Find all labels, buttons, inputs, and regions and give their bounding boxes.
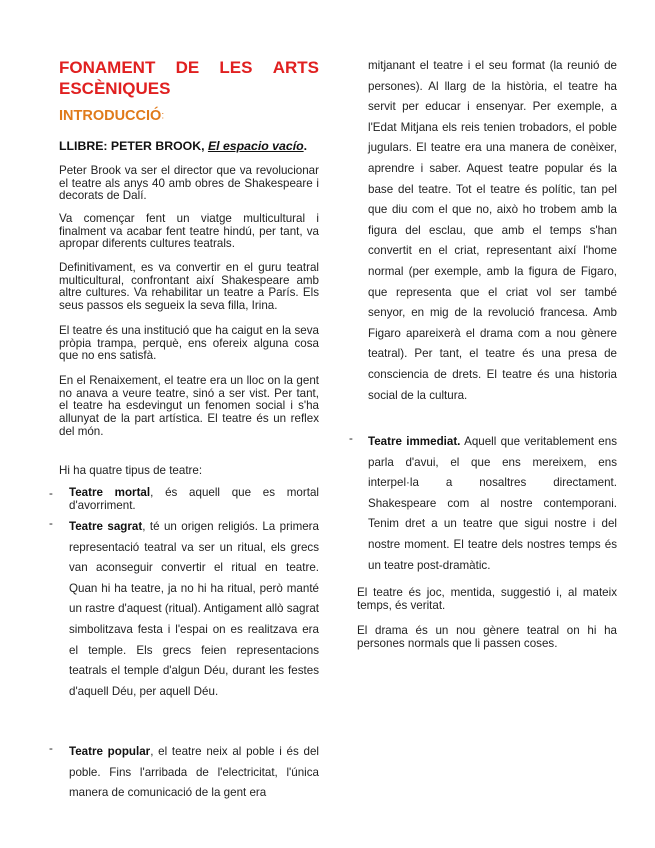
- list-item-text: Aquell que veritablement ens parla d'avui, el que ens mereixem, ens interpel·la a nosaltres directament. Shakespeare com al nostre contemporani. Tenim dret a un teatre que sigui nostre i del nostre moment. El teatre dels nostres temps és un teatre post-dramàtic.: [368, 435, 617, 572]
- list-item-text: , té un origen religiós. La primera representació teatral va ser un ritual, els grecs van aconseguir convertir el ritual en teatre. Quan hi ha teatre, ja no hi ha ritual, però manté un rastre d'aquest (ritual). Antigament allò sagrat simbolitzava festa i l'espai on es realitzava era el temple. Els grecs feien representacions teatrals el temple d'algun Déu, durant les festes d'aquell Déu, per aquell Déu.: [69, 520, 319, 698]
- paragraph-continuation: mitjanant el teatre i el seu format (la reunió de persones). Al llarg de la història, el teatre ha servit per educar i ensenyar. Per exemple, a l'Edat Mitjana els reis tenien trobadors, el poble jugulars. El teatre era una manera de conèixer, aprendre i saber. Aquest teatre popular és la base del teatre. Tot el teatre és polític, tan pel que diu com el que no, això ho trobem amb la figura del esclau, que amb el temps s'han convertit en el criat, representant així l'home normal (per exemple, amb la figura de Figaro, que representa que el criat vol ser també senyor, en mig de la revolució francesa. Amb Figaro apareixerà el drama com a nou gènere teatral). Per tant, el teatre és una presa de consciencia de drets. El teatre és una historia social de la cultura.: [368, 59, 617, 402]
- title-word: ARTS: [272, 58, 319, 77]
- paragraph: En el Renaixement, el teatre era un lloc on la gent no anava a veure teatre, sinó a ser vist. Per tant, el teatre ha esdevingut un fenomen social i s'ha allunyat de la part artística. El teatre és un reflex del món.: [59, 374, 319, 438]
- list-item-text: , el teatre neix al poble i és del poble. Fins l'arribada de l'electricitat, l'única manera de comunicació de la gent era: [69, 745, 319, 800]
- page-title: [59, 57, 319, 99]
- list-item-text: , és aquell que es mortal d'avorriment.: [69, 486, 319, 512]
- title-word: LES: [219, 58, 253, 77]
- book-prefix: LLIBRE: PETER BROOK,: [59, 139, 208, 153]
- list-dash: -: [49, 487, 53, 500]
- paragraph: Definitivament, es va convertir en el guru teatral multicultural, confrontant així Shakespeare amb altre cultures. Va rehabilitar un teatre a París. Els seus passos els segueix la seva filla, Irina.: [59, 261, 319, 313]
- book-reference: [59, 139, 329, 153]
- section-heading-colon: :: [161, 110, 165, 122]
- title-word: FONAMENT: [59, 58, 156, 77]
- list-item-term: Teatre mortal: [69, 486, 151, 499]
- book-suffix: .: [303, 139, 308, 153]
- list-item-term: Teatre immediat.: [368, 435, 461, 448]
- paragraph: Va començar fent un viatge multicultural i finalment va acabar fent teatre hindú, per tant, va apropar diferents cultures teatrals.: [59, 212, 319, 251]
- list-item-term: Teatre sagrat: [69, 520, 143, 533]
- book-title: El espacio vacío: [207, 139, 304, 153]
- title-line-2: ESCÈNIQUES: [59, 79, 171, 98]
- title-word: DE: [175, 58, 200, 77]
- list-item-term: Teatre popular: [69, 745, 151, 758]
- list-dash: -: [49, 742, 53, 755]
- section-heading: [59, 108, 164, 124]
- list-dash: -: [349, 432, 353, 445]
- paragraph: Peter Brook va ser el director que va revolucionar el teatre als anys 40 amb obres de Shakespeare i decorats de Dalí.: [59, 164, 319, 203]
- paragraph: El teatre és joc, mentida, suggestió i, al mateix temps, és veritat.: [357, 586, 617, 612]
- paragraph: Hi ha quatre tipus de teatre:: [59, 464, 203, 477]
- list-dash: -: [49, 517, 53, 530]
- paragraph: El teatre és una institució que ha caigut en la seva pròpia trampa, perquè, ens ofereix alguna cosa que no ens satisfà.: [59, 324, 319, 363]
- paragraph: El drama és un nou gènere teatral on hi ha persones normals que li passen coses.: [357, 624, 617, 650]
- section-heading-label: INTRODUCCIÓ: [59, 108, 162, 124]
